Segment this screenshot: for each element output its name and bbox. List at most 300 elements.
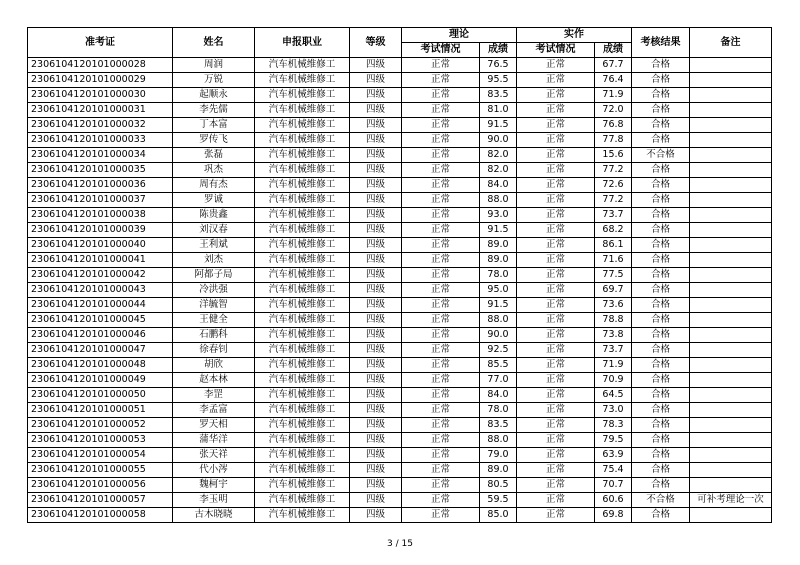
cell-result: 合格: [632, 328, 690, 343]
cell-theory-status: 正常: [402, 433, 480, 448]
cell-result: 合格: [632, 58, 690, 73]
cell-practice-status: 正常: [517, 508, 595, 523]
cell-practice-score: 71.9: [595, 358, 632, 373]
cell-theory-score: 93.0: [480, 208, 517, 223]
cell-theory-status: 正常: [402, 178, 480, 193]
cell-theory-status: 正常: [402, 313, 480, 328]
cell-name: 罗天相: [173, 418, 255, 433]
cell-admission-no: 2306104120101000030: [28, 88, 173, 103]
cell-practice-status: 正常: [517, 73, 595, 88]
table-row: [28, 328, 772, 343]
cell-name: 魏柯宇: [173, 478, 255, 493]
cell-admission-no: 2306104120101000052: [28, 418, 173, 433]
cell-result: 合格: [632, 508, 690, 523]
table-row: [28, 133, 772, 148]
cell-remark: [690, 208, 772, 223]
cell-practice-score: 73.0: [595, 403, 632, 418]
cell-practice-status: 正常: [517, 253, 595, 268]
table-row: [28, 463, 772, 478]
cell-theory-score: 76.5: [480, 58, 517, 73]
table-row: [28, 58, 772, 73]
header-name: 姓名: [173, 28, 255, 58]
table-row: [28, 238, 772, 253]
cell-admission-no: 2306104120101000049: [28, 373, 173, 388]
cell-occupation: 汽车机械维修工: [255, 358, 350, 373]
cell-occupation: 汽车机械维修工: [255, 118, 350, 133]
cell-practice-status: 正常: [517, 433, 595, 448]
cell-level: 四级: [350, 88, 402, 103]
cell-theory-status: 正常: [402, 448, 480, 463]
cell-remark: [690, 58, 772, 73]
cell-level: 四级: [350, 448, 402, 463]
cell-practice-score: 68.2: [595, 223, 632, 238]
cell-practice-status: 正常: [517, 313, 595, 328]
cell-theory-status: 正常: [402, 133, 480, 148]
cell-theory-status: 正常: [402, 268, 480, 283]
cell-occupation: 汽车机械维修工: [255, 148, 350, 163]
cell-admission-no: 2306104120101000050: [28, 388, 173, 403]
cell-result: 合格: [632, 223, 690, 238]
cell-theory-status: 正常: [402, 58, 480, 73]
cell-occupation: 汽车机械维修工: [255, 298, 350, 313]
cell-theory-status: 正常: [402, 163, 480, 178]
cell-practice-score: 67.7: [595, 58, 632, 73]
cell-level: 四级: [350, 493, 402, 508]
cell-result: 合格: [632, 73, 690, 88]
cell-practice-score: 71.9: [595, 88, 632, 103]
cell-occupation: 汽车机械维修工: [255, 373, 350, 388]
cell-name: 张天祥: [173, 448, 255, 463]
cell-theory-status: 正常: [402, 253, 480, 268]
cell-remark: [690, 373, 772, 388]
cell-level: 四级: [350, 433, 402, 448]
cell-theory-score: 95.0: [480, 283, 517, 298]
cell-practice-score: 78.3: [595, 418, 632, 433]
cell-name: 起顺永: [173, 88, 255, 103]
header-admission-no: 准考证: [28, 28, 173, 58]
header-occupation: 申报职业: [255, 28, 350, 58]
cell-result: 合格: [632, 133, 690, 148]
cell-admission-no: 2306104120101000031: [28, 103, 173, 118]
cell-theory-score: 78.0: [480, 403, 517, 418]
cell-theory-score: 79.0: [480, 448, 517, 463]
cell-result: 合格: [632, 193, 690, 208]
cell-occupation: 汽车机械维修工: [255, 418, 350, 433]
cell-practice-status: 正常: [517, 283, 595, 298]
cell-occupation: 汽车机械维修工: [255, 223, 350, 238]
header-theory-status: 考试情况: [402, 43, 480, 58]
cell-name: 张磊: [173, 148, 255, 163]
cell-remark: [690, 313, 772, 328]
cell-occupation: 汽车机械维修工: [255, 403, 350, 418]
cell-practice-status: 正常: [517, 448, 595, 463]
cell-level: 四级: [350, 508, 402, 523]
cell-theory-status: 正常: [402, 493, 480, 508]
cell-theory-score: 84.0: [480, 388, 517, 403]
cell-practice-status: 正常: [517, 163, 595, 178]
cell-practice-score: 73.6: [595, 298, 632, 313]
table-row: [28, 163, 772, 178]
cell-admission-no: 2306104120101000048: [28, 358, 173, 373]
cell-remark: [690, 103, 772, 118]
cell-theory-score: 95.5: [480, 73, 517, 88]
cell-admission-no: 2306104120101000040: [28, 238, 173, 253]
cell-practice-status: 正常: [517, 238, 595, 253]
cell-practice-score: 69.8: [595, 508, 632, 523]
cell-remark: [690, 433, 772, 448]
cell-admission-no: 2306104120101000028: [28, 58, 173, 73]
table-row: [28, 478, 772, 493]
cell-theory-score: 90.0: [480, 133, 517, 148]
cell-theory-score: 83.5: [480, 88, 517, 103]
cell-name: 王利斌: [173, 238, 255, 253]
results-table: [27, 27, 772, 523]
cell-name: 冷洪强: [173, 283, 255, 298]
cell-admission-no: 2306104120101000035: [28, 163, 173, 178]
cell-theory-score: 91.5: [480, 118, 517, 133]
table-row: [28, 103, 772, 118]
cell-remark: [690, 163, 772, 178]
cell-remark: [690, 133, 772, 148]
table-row: [28, 343, 772, 358]
cell-level: 四级: [350, 268, 402, 283]
cell-remark: [690, 148, 772, 163]
cell-remark: [690, 478, 772, 493]
cell-theory-status: 正常: [402, 88, 480, 103]
cell-name: 罗诚: [173, 193, 255, 208]
cell-theory-score: 89.0: [480, 238, 517, 253]
cell-practice-score: 77.5: [595, 268, 632, 283]
cell-occupation: 汽车机械维修工: [255, 328, 350, 343]
cell-result: 合格: [632, 463, 690, 478]
cell-admission-no: 2306104120101000042: [28, 268, 173, 283]
table-row: [28, 403, 772, 418]
table-row: [28, 208, 772, 223]
cell-occupation: 汽车机械维修工: [255, 463, 350, 478]
cell-practice-score: 72.0: [595, 103, 632, 118]
cell-result: 不合格: [632, 493, 690, 508]
cell-theory-score: 89.0: [480, 463, 517, 478]
cell-name: 洋毓智: [173, 298, 255, 313]
cell-level: 四级: [350, 328, 402, 343]
cell-occupation: 汽车机械维修工: [255, 58, 350, 73]
cell-remark: [690, 118, 772, 133]
cell-name: 丁本富: [173, 118, 255, 133]
table-row: [28, 223, 772, 238]
cell-practice-status: 正常: [517, 178, 595, 193]
cell-practice-status: 正常: [517, 463, 595, 478]
cell-remark: [690, 328, 772, 343]
cell-theory-status: 正常: [402, 373, 480, 388]
cell-practice-score: 60.6: [595, 493, 632, 508]
cell-remark: [690, 193, 772, 208]
cell-remark: [690, 178, 772, 193]
cell-admission-no: 2306104120101000046: [28, 328, 173, 343]
cell-level: 四级: [350, 58, 402, 73]
cell-admission-no: 2306104120101000055: [28, 463, 173, 478]
cell-admission-no: 2306104120101000045: [28, 313, 173, 328]
cell-practice-score: 76.8: [595, 118, 632, 133]
cell-practice-status: 正常: [517, 148, 595, 163]
table-row: [28, 73, 772, 88]
cell-practice-status: 正常: [517, 373, 595, 388]
cell-occupation: 汽车机械维修工: [255, 283, 350, 298]
cell-result: 合格: [632, 103, 690, 118]
cell-name: 胡欣: [173, 358, 255, 373]
cell-level: 四级: [350, 373, 402, 388]
cell-practice-score: 69.7: [595, 283, 632, 298]
table-row: [28, 433, 772, 448]
cell-theory-score: 91.5: [480, 298, 517, 313]
cell-theory-score: 84.0: [480, 178, 517, 193]
cell-occupation: 汽车机械维修工: [255, 508, 350, 523]
table-body: [28, 58, 772, 523]
header-practice-score: 成绩: [595, 43, 632, 58]
cell-admission-no: 2306104120101000038: [28, 208, 173, 223]
cell-occupation: 汽车机械维修工: [255, 268, 350, 283]
cell-practice-score: 76.4: [595, 73, 632, 88]
cell-result: 合格: [632, 418, 690, 433]
table-row: [28, 118, 772, 133]
cell-practice-status: 正常: [517, 493, 595, 508]
cell-result: 合格: [632, 343, 690, 358]
cell-admission-no: 2306104120101000037: [28, 193, 173, 208]
cell-remark: [690, 253, 772, 268]
cell-theory-score: 77.0: [480, 373, 517, 388]
cell-level: 四级: [350, 73, 402, 88]
cell-name: 蒲华洋: [173, 433, 255, 448]
cell-practice-score: 77.8: [595, 133, 632, 148]
cell-level: 四级: [350, 463, 402, 478]
cell-practice-status: 正常: [517, 418, 595, 433]
cell-theory-score: 80.5: [480, 478, 517, 493]
cell-admission-no: 2306104120101000041: [28, 253, 173, 268]
cell-remark: [690, 508, 772, 523]
table-row: [28, 193, 772, 208]
cell-theory-score: 88.0: [480, 313, 517, 328]
cell-admission-no: 2306104120101000029: [28, 73, 173, 88]
cell-result: 合格: [632, 118, 690, 133]
table-row: [28, 493, 772, 508]
cell-remark: [690, 388, 772, 403]
cell-name: 李玉明: [173, 493, 255, 508]
cell-theory-score: 78.0: [480, 268, 517, 283]
cell-level: 四级: [350, 343, 402, 358]
cell-occupation: 汽车机械维修工: [255, 253, 350, 268]
cell-level: 四级: [350, 313, 402, 328]
cell-admission-no: 2306104120101000058: [28, 508, 173, 523]
cell-theory-score: 90.0: [480, 328, 517, 343]
cell-admission-no: 2306104120101000043: [28, 283, 173, 298]
cell-remark: [690, 358, 772, 373]
cell-result: 不合格: [632, 148, 690, 163]
cell-practice-status: 正常: [517, 133, 595, 148]
cell-practice-score: 79.5: [595, 433, 632, 448]
cell-theory-status: 正常: [402, 208, 480, 223]
cell-remark: [690, 283, 772, 298]
cell-result: 合格: [632, 373, 690, 388]
cell-admission-no: 2306104120101000047: [28, 343, 173, 358]
cell-result: 合格: [632, 478, 690, 493]
cell-practice-score: 73.7: [595, 343, 632, 358]
page-number: 3 / 15: [387, 539, 413, 549]
cell-practice-score: 64.5: [595, 388, 632, 403]
cell-name: 阿都子局: [173, 268, 255, 283]
header-theory: 理论: [402, 28, 517, 43]
cell-result: 合格: [632, 208, 690, 223]
cell-level: 四级: [350, 193, 402, 208]
cell-occupation: 汽车机械维修工: [255, 343, 350, 358]
cell-theory-score: 82.0: [480, 148, 517, 163]
cell-practice-score: 63.9: [595, 448, 632, 463]
cell-theory-status: 正常: [402, 478, 480, 493]
cell-name: 古木晓晓: [173, 508, 255, 523]
cell-level: 四级: [350, 478, 402, 493]
cell-name: 徐春钊: [173, 343, 255, 358]
cell-level: 四级: [350, 358, 402, 373]
cell-practice-status: 正常: [517, 88, 595, 103]
cell-theory-score: 82.0: [480, 163, 517, 178]
cell-result: 合格: [632, 433, 690, 448]
cell-theory-score: 92.5: [480, 343, 517, 358]
cell-theory-score: 81.0: [480, 103, 517, 118]
cell-occupation: 汽车机械维修工: [255, 103, 350, 118]
cell-name: 李罡: [173, 388, 255, 403]
cell-occupation: 汽车机械维修工: [255, 238, 350, 253]
cell-remark: [690, 298, 772, 313]
cell-level: 四级: [350, 163, 402, 178]
cell-result: 合格: [632, 448, 690, 463]
cell-admission-no: 2306104120101000039: [28, 223, 173, 238]
cell-result: 合格: [632, 313, 690, 328]
cell-practice-status: 正常: [517, 388, 595, 403]
cell-admission-no: 2306104120101000032: [28, 118, 173, 133]
cell-theory-status: 正常: [402, 418, 480, 433]
cell-practice-score: 77.2: [595, 163, 632, 178]
cell-name: 万锐: [173, 73, 255, 88]
cell-result: 合格: [632, 358, 690, 373]
cell-level: 四级: [350, 388, 402, 403]
cell-practice-status: 正常: [517, 343, 595, 358]
cell-occupation: 汽车机械维修工: [255, 163, 350, 178]
cell-practice-score: 73.8: [595, 328, 632, 343]
cell-practice-status: 正常: [517, 208, 595, 223]
cell-theory-score: 91.5: [480, 223, 517, 238]
cell-level: 四级: [350, 223, 402, 238]
cell-practice-score: 75.4: [595, 463, 632, 478]
cell-practice-status: 正常: [517, 268, 595, 283]
cell-level: 四级: [350, 238, 402, 253]
cell-result: 合格: [632, 403, 690, 418]
cell-admission-no: 2306104120101000054: [28, 448, 173, 463]
cell-occupation: 汽车机械维修工: [255, 313, 350, 328]
header-remarks: 备注: [690, 28, 772, 58]
cell-practice-status: 正常: [517, 328, 595, 343]
cell-name: 周润: [173, 58, 255, 73]
table-row: [28, 448, 772, 463]
cell-practice-score: 15.6: [595, 148, 632, 163]
cell-result: 合格: [632, 298, 690, 313]
cell-theory-status: 正常: [402, 193, 480, 208]
cell-admission-no: 2306104120101000057: [28, 493, 173, 508]
cell-level: 四级: [350, 148, 402, 163]
cell-name: 李先儒: [173, 103, 255, 118]
table-row: [28, 388, 772, 403]
cell-practice-status: 正常: [517, 223, 595, 238]
cell-remark: [690, 73, 772, 88]
cell-occupation: 汽车机械维修工: [255, 73, 350, 88]
cell-remark: [690, 268, 772, 283]
cell-theory-score: 88.0: [480, 433, 517, 448]
header-theory-score: 成绩: [480, 43, 517, 58]
cell-result: 合格: [632, 388, 690, 403]
cell-remark: [690, 88, 772, 103]
cell-theory-status: 正常: [402, 148, 480, 163]
cell-remark: [690, 238, 772, 253]
cell-occupation: 汽车机械维修工: [255, 133, 350, 148]
cell-practice-status: 正常: [517, 478, 595, 493]
cell-practice-score: 78.8: [595, 313, 632, 328]
table-row: [28, 253, 772, 268]
cell-admission-no: 2306104120101000036: [28, 178, 173, 193]
cell-remark: [690, 463, 772, 478]
cell-occupation: 汽车机械维修工: [255, 178, 350, 193]
cell-practice-score: 70.9: [595, 373, 632, 388]
cell-occupation: 汽车机械维修工: [255, 388, 350, 403]
cell-occupation: 汽车机械维修工: [255, 193, 350, 208]
cell-level: 四级: [350, 418, 402, 433]
header-practice-status: 考试情况: [517, 43, 595, 58]
cell-name: 赵本林: [173, 373, 255, 388]
cell-level: 四级: [350, 283, 402, 298]
cell-theory-score: 88.0: [480, 193, 517, 208]
table-row: [28, 268, 772, 283]
cell-admission-no: 2306104120101000053: [28, 433, 173, 448]
cell-practice-score: 70.7: [595, 478, 632, 493]
cell-theory-score: 83.5: [480, 418, 517, 433]
cell-name: 刘汉春: [173, 223, 255, 238]
cell-theory-score: 59.5: [480, 493, 517, 508]
cell-practice-status: 正常: [517, 403, 595, 418]
table-row: [28, 418, 772, 433]
cell-theory-status: 正常: [402, 283, 480, 298]
cell-name: 代小涔: [173, 463, 255, 478]
cell-level: 四级: [350, 133, 402, 148]
cell-admission-no: 2306104120101000056: [28, 478, 173, 493]
cell-level: 四级: [350, 103, 402, 118]
cell-name: 石鹏科: [173, 328, 255, 343]
cell-occupation: 汽车机械维修工: [255, 88, 350, 103]
cell-occupation: 汽车机械维修工: [255, 208, 350, 223]
cell-practice-status: 正常: [517, 103, 595, 118]
cell-theory-status: 正常: [402, 238, 480, 253]
cell-theory-score: 85.0: [480, 508, 517, 523]
cell-remark: [690, 448, 772, 463]
cell-theory-score: 89.0: [480, 253, 517, 268]
cell-admission-no: 2306104120101000044: [28, 298, 173, 313]
cell-theory-status: 正常: [402, 73, 480, 88]
cell-remark: [690, 343, 772, 358]
cell-theory-status: 正常: [402, 388, 480, 403]
cell-name: 巩杰: [173, 163, 255, 178]
cell-theory-status: 正常: [402, 118, 480, 133]
cell-practice-score: 77.2: [595, 193, 632, 208]
cell-theory-status: 正常: [402, 403, 480, 418]
cell-theory-status: 正常: [402, 358, 480, 373]
cell-result: 合格: [632, 178, 690, 193]
cell-theory-status: 正常: [402, 298, 480, 313]
table-row: [28, 313, 772, 328]
